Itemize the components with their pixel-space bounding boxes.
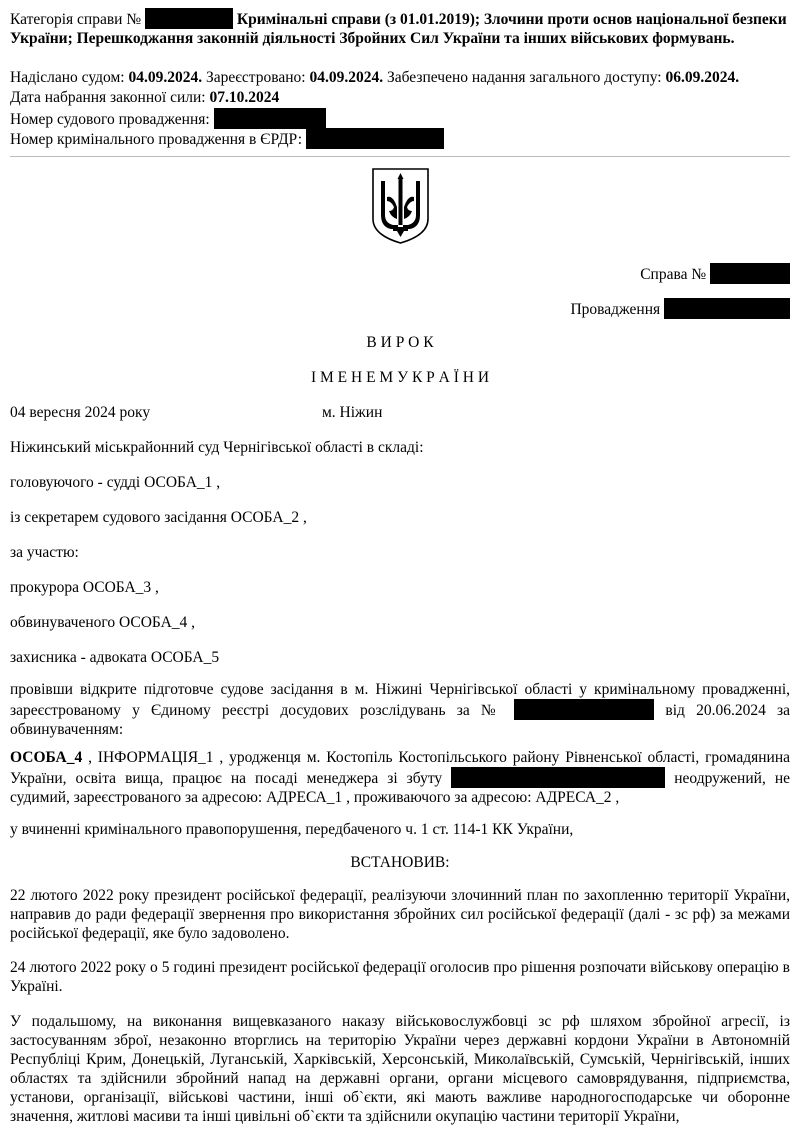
registered-label: Зареєстровано: — [205, 69, 306, 86]
established-heading: ВСТАНОВИВ: — [350, 854, 450, 871]
accused-person-text-start: , ІНФОРМАЦІЯ_1 , уродженця м. Костопіль Костопільського району Рівненської області, громадянина України, освіта вища, працює на посаді менеджера зі збуту — [10, 749, 790, 787]
case-number-label: Справа № — [640, 266, 707, 283]
accused: обвинуваченого ОСОБА_4 , — [10, 614, 196, 631]
accused-person-name: ОСОБА_4 — [10, 749, 83, 766]
access-label: Забезпечено надання загального доступу: — [386, 69, 662, 86]
erdr-label: Номер кримінального провадження в ЄРДР: — [10, 131, 303, 148]
proceeding-paragraph — [10, 680, 790, 739]
effective-date: 07.10.2024 — [209, 89, 280, 106]
verdict-date: 04 вересня 2024 року — [10, 404, 151, 421]
court-secretary: із секретарем судового засідання ОСОБА_2 , — [10, 509, 307, 526]
participation-label: за участю: — [10, 544, 79, 561]
accused-person-info — [10, 748, 790, 807]
redacted-case-number — [145, 8, 233, 29]
date-place-line — [10, 403, 790, 422]
charge-line: у вчиненні кримінального правопорушення, передбаченого ч. 1 ст. 114-1 КК України, — [10, 821, 574, 838]
accused-person-text-end: неодружений, не судимий, зареєстрованого за адресою: АДРЕСА_1 , проживаючого за адресою: АДРЕСА_2 , — [10, 770, 791, 806]
header-divider — [10, 156, 790, 157]
case-category — [10, 8, 790, 48]
verdict-title: В И Р О К — [366, 334, 434, 351]
case-category-text: Кримінальні справи (з 01.01.2019); Злочини проти основ національної безпеки України; Перешкоджання законній діяльності Збройних Сил України та інших військових формувань. — [10, 11, 787, 47]
effective-label: Дата набрання законної сили: — [10, 89, 206, 106]
paragraph-1: 22 лютого 2022 року президент російської федерації, реалізуючи злочинний план по захопленню території України, направив до ради федерації звернення про використання збройних сил російської федерації (далі - зс рф) за межами російської федерації, яке було задоволено. — [10, 887, 790, 942]
court-case-number-line — [10, 108, 790, 129]
sent-label: Надіслано судом: — [10, 69, 125, 86]
redacted-case-number-2 — [710, 263, 790, 284]
registered-date: 04.09.2024. — [309, 69, 384, 86]
proceeding-label: Провадження — [570, 301, 661, 318]
verdict-subtitle: І М Е Н Е М У К Р А Ї Н И — [310, 369, 490, 386]
dates-line — [10, 68, 790, 87]
court-composition: Ніжинський міськрайонний суд Чернігівської області в складі: — [10, 439, 424, 456]
court-case-label: Номер судового провадження: — [10, 111, 210, 128]
sent-date: 04.09.2024. — [128, 69, 203, 86]
prosecutor: прокурора ОСОБА_3 , — [10, 579, 159, 596]
redacted-court-case-number — [214, 108, 326, 129]
redacted-employer — [451, 767, 665, 788]
defender: захисника - адвоката ОСОБА_5 — [10, 649, 220, 666]
paragraph-3: У подальшому, на виконання вищевказаного наказу військовослужбовці зс рф шляхом збройної агресії, із застосуванням зброї, незаконно вторглись на територію України через державні кордони України в Автономній Республіці Крим, Донецькій, Луганській, Харківській, Херсонській, Миколаївській, Сумській, Чернігівській, інших областях та здійснили збройний напад на державні органи, органи місцевого самоврядування, підприємства, установи, організації, військові частини, інші об`єкти, які мають важливе народногосподарське чи оборонне значення, житлові масиви та інші цивільні об`єкти та здійснили окупацію частини території України, — [10, 1013, 790, 1125]
verdict-city: м. Ніжин — [322, 404, 383, 421]
presiding-judge: головуючого - судді ОСОБА_1 , — [10, 474, 221, 491]
proceeding-number-line — [570, 298, 790, 319]
redacted-erdr-number-2 — [514, 699, 654, 720]
proceeding-paragraph-end: від 20.06.2024 за обвинуваченням: — [10, 702, 791, 738]
access-date: 06.09.2024. — [665, 69, 740, 86]
redacted-erdr-number — [306, 128, 444, 149]
ukraine-coat-of-arms-icon — [371, 167, 430, 245]
case-category-label: Категорія справи № — [10, 11, 142, 28]
erdr-number-line — [10, 128, 790, 149]
case-number-line — [640, 263, 790, 284]
proceeding-paragraph-start: провівши відкрите підготовче судове засідання в м. Ніжині Чернігівської області у кримінальному провадженні, зареєстрованому у Єдиному реєстрі досудових розслідувань за № — [10, 681, 790, 719]
redacted-proceeding-number — [664, 298, 790, 319]
effective-date-line — [10, 88, 790, 107]
paragraph-2: 24 лютого 2022 року о 5 годині президент російської федерації оголосив про рішення розпочати військову операцію в Україні. — [10, 959, 790, 995]
